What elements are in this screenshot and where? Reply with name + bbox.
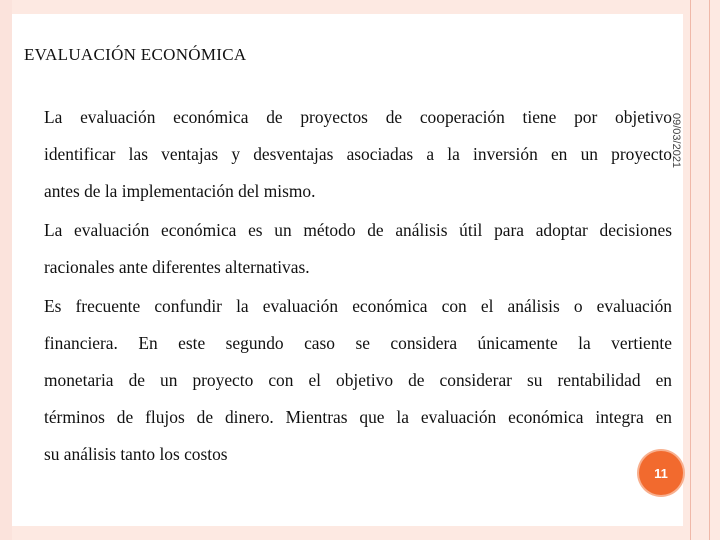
paragraph-line: monetaria de un proyecto con el objetivo de considerar su rentabilidad en — [44, 370, 672, 390]
paragraph-line: términos de flujos de dinero. Mientras que la evaluación económica integra en — [44, 407, 672, 427]
paragraph-financial — [44, 288, 672, 473]
slide-right-border — [683, 0, 720, 540]
slide-top-border — [12, 0, 683, 14]
slide-bottom-border — [12, 526, 683, 540]
slide-date: 09/03/2021 — [670, 113, 682, 169]
border-divider-line — [690, 0, 691, 540]
paragraph-line: identificar las ventajas y desventajas asociadas a la inversión en un proyecto — [44, 144, 672, 164]
paragraph-objective — [44, 99, 672, 210]
border-divider-line — [709, 0, 710, 540]
page-number-badge: 11 — [639, 451, 683, 495]
paragraph-method — [44, 212, 672, 286]
paragraph-line: su análisis tanto los costos — [44, 444, 228, 464]
paragraph-line: financiera. En este segundo caso se considera únicamente la vertiente — [44, 333, 672, 353]
slide-left-border — [0, 0, 12, 540]
paragraph-line: La evaluación económica es un método de análisis útil para adoptar decisiones — [44, 220, 672, 240]
slide-title: EVALUACIÓN ECONÓMICA — [24, 45, 247, 64]
paragraph-line: antes de la implementación del mismo. — [44, 181, 316, 201]
paragraph-line: La evaluación económica de proyectos de cooperación tiene por objetivo — [44, 107, 672, 127]
paragraph-line: Es frecuente confundir la evaluación económica con el análisis o evaluación — [44, 296, 672, 316]
paragraph-line: racionales ante diferentes alternativas. — [44, 257, 310, 277]
